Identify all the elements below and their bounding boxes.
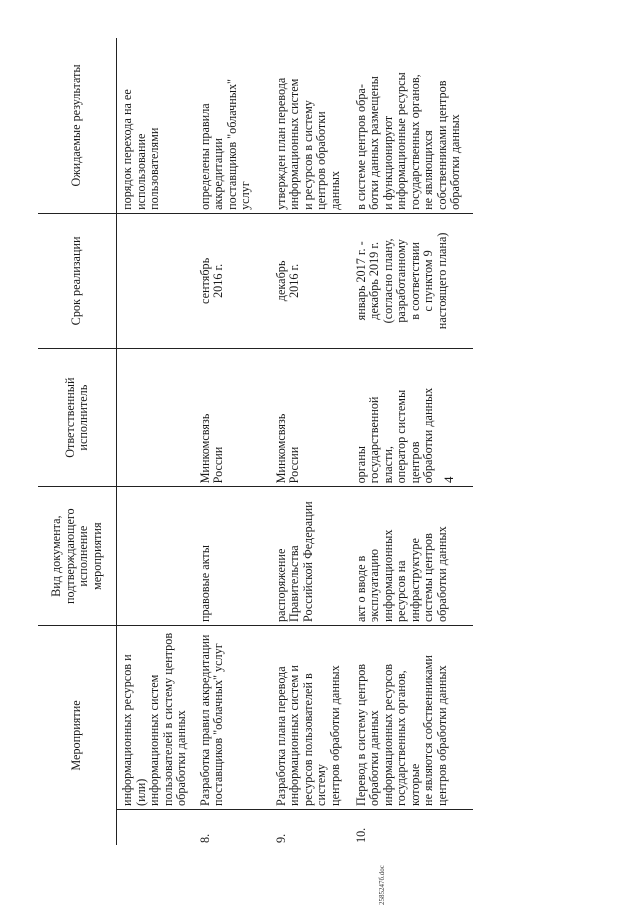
row-responsible: органы государственной власти, оператор системы центров обработки данных: [355, 348, 473, 487]
row-document-type: правовые акты: [199, 487, 275, 626]
page-number: 4: [441, 476, 456, 483]
table-row: [199, 38, 275, 845]
row-document-type: распоряжение Правительства Российской Федерации: [275, 487, 355, 626]
row-results: в системе центров обра- ботки данных размещены и функционируют информационные ресурсы государственных органов, не являющихся собственниками центров обработки данных: [355, 38, 473, 213]
row-results: утвержден план перевода информационных систем и ресурсов в систему центров обработки данных: [275, 38, 355, 213]
header-document-type: Вид документа, подтверждающего исполнение мероприятия: [38, 487, 117, 626]
row-document-type: акт о вводе в эксплуатацию информационных ресурсов на инфраструктуре системы центров обработки данных: [355, 487, 473, 626]
table-header-row: [38, 38, 117, 845]
row-activity: Перевод в систему центров обработки данных информационных ресурсов государственных органов, которые не являются собственниками центров обработки данных: [355, 625, 473, 809]
header-results: Ожидаемые результаты: [38, 38, 117, 213]
row-activity: информационных ресурсов и (или) информационных систем пользователей в систему центров обработки данных: [117, 625, 199, 809]
row-responsible: Минкомсвязь России: [275, 348, 355, 487]
header-deadline: Срок реализации: [38, 213, 117, 348]
row-results: определены правила аккредитации поставщиков "облачных" услуг: [199, 38, 275, 213]
row-results: порядок перехода на ее использование пользователями: [117, 38, 199, 213]
row-document-type: [117, 487, 199, 626]
row-responsible: [117, 348, 199, 487]
row-number: 10.: [353, 827, 368, 843]
table-row: [117, 38, 199, 845]
row-activity: Разработка правил аккредитации поставщиков "облачных" услуг: [199, 625, 275, 809]
row-deadline: [117, 213, 199, 348]
row-number: 8.: [197, 833, 212, 843]
table-row: [275, 38, 355, 845]
row-deadline: сентябрь 2016 г.: [199, 213, 275, 348]
row-responsible: Минкомсвязь России: [199, 348, 275, 487]
row-deadline: январь 2017 г. - декабрь 2019 г. (согласно плану, разработанному в соответствии с пунктом 9 настоящего плана): [355, 213, 473, 348]
row-activity: Разработка плана перевода информационных систем и ресурсов пользователей в систему центров обработки данных: [275, 625, 355, 809]
row-deadline: декабрь 2016 г.: [275, 213, 355, 348]
row-number: 9.: [273, 833, 288, 843]
table-row: [355, 38, 473, 845]
header-activity: Мероприятие: [38, 625, 117, 845]
footer-filename: 2585247б.doc: [378, 865, 386, 905]
rotated-page: [38, 38, 640, 905]
plan-table: [38, 38, 473, 845]
row-number: [117, 809, 199, 845]
header-responsible: Ответственный исполнитель: [38, 348, 117, 487]
